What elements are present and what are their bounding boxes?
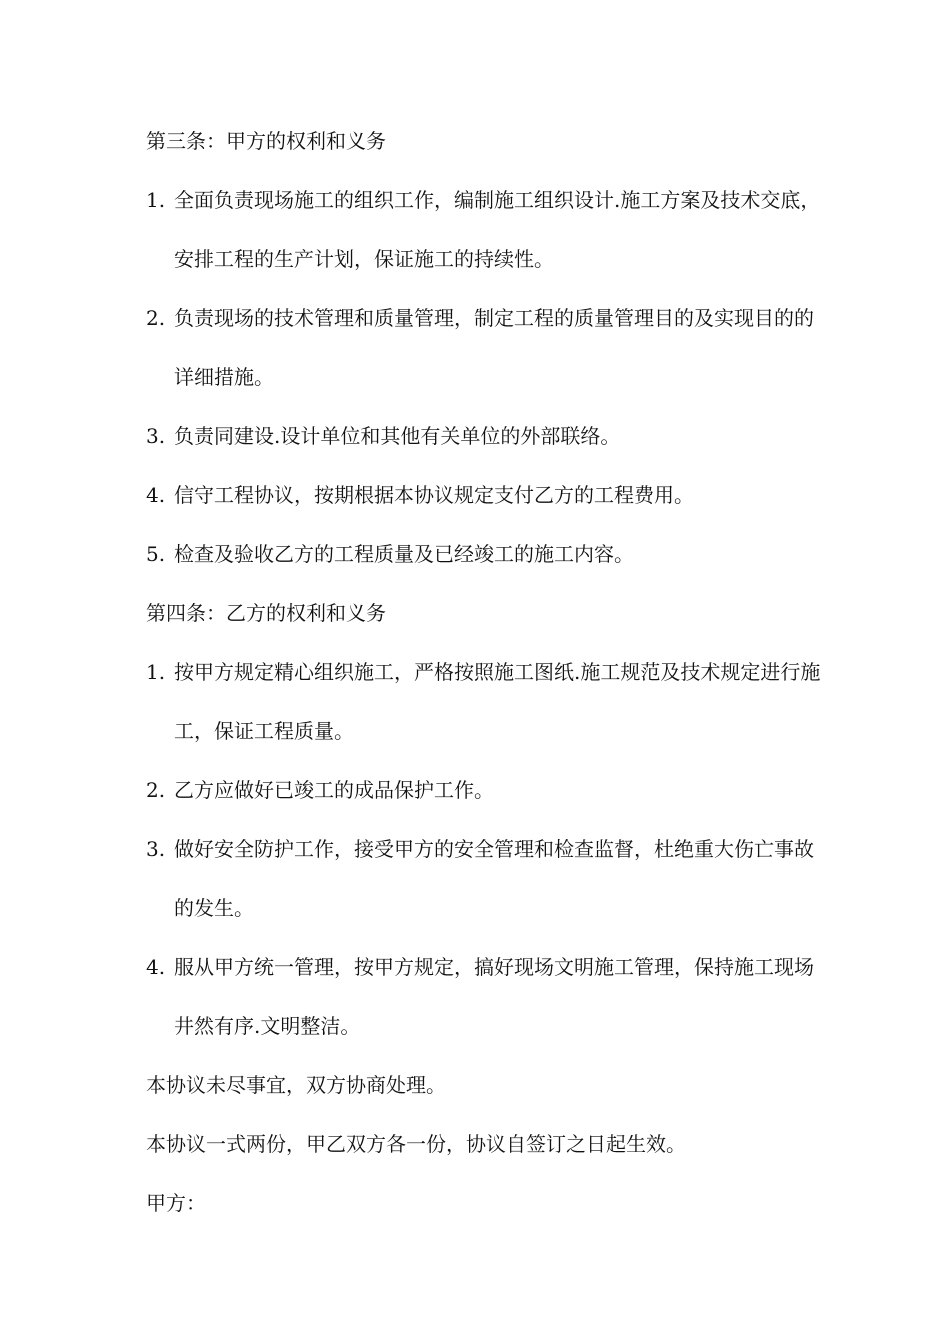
list-item [146, 820, 826, 938]
list-item-text: 负责同建设.设计单位和其他有关单位的外部联络。 [174, 424, 621, 448]
list-item [146, 289, 826, 407]
list-item-text: 乙方应做好已竣工的成品保护工作。 [174, 778, 494, 802]
list-item-number: 2. [146, 306, 166, 330]
list-item [146, 761, 826, 820]
section-4-heading: 第四条：乙方的权利和义务 [146, 601, 386, 625]
list-item [146, 525, 826, 584]
list-item-text: 检查及验收乙方的工程质量及已经竣工的施工内容。 [174, 542, 634, 566]
list-item-number: 3. [146, 837, 166, 861]
list-item-number: 4. [146, 955, 166, 979]
list-item [146, 938, 826, 1056]
closing-paragraph: 本协议未尽事宜，双方协商处理。 [146, 1073, 446, 1097]
closing-paragraph: 本协议一式两份，甲乙双方各一份，协议自签订之日起生效。 [146, 1132, 686, 1156]
list-item-number: 1. [146, 660, 166, 684]
list-item [146, 643, 826, 761]
list-item-text: 全面负责现场施工的组织工作，编制施工组织设计.施工方案及技术交底，安排工程的生产计划，保证施工的持续性。 [174, 188, 821, 271]
list-item-text: 做好安全防护工作，接受甲方的安全管理和检查监督，杜绝重大伤亡事故的发生。 [174, 837, 814, 920]
list-item [146, 407, 826, 466]
list-item-number: 1. [146, 188, 166, 212]
list-item-number: 4. [146, 483, 166, 507]
section-3-heading: 第三条：甲方的权利和义务 [146, 129, 386, 153]
list-item-text: 服从甲方统一管理，按甲方规定，搞好现场文明施工管理，保持施工现场井然有序.文明整洁。 [174, 955, 814, 1038]
list-item-number: 5. [146, 542, 166, 566]
document-page [146, 112, 826, 1233]
list-item-number: 2. [146, 778, 166, 802]
list-item-text: 信守工程协议，按期根据本协议规定支付乙方的工程费用。 [174, 483, 694, 507]
list-item [146, 171, 826, 289]
list-item-number: 3. [146, 424, 166, 448]
signature-party-a: 甲方： [146, 1191, 206, 1215]
list-item-text: 按甲方规定精心组织施工，严格按照施工图纸.施工规范及技术规定进行施工，保证工程质量。 [174, 660, 821, 743]
list-item [146, 466, 826, 525]
list-item-text: 负责现场的技术管理和质量管理，制定工程的质量管理目的及实现目的的详细措施。 [174, 306, 814, 389]
